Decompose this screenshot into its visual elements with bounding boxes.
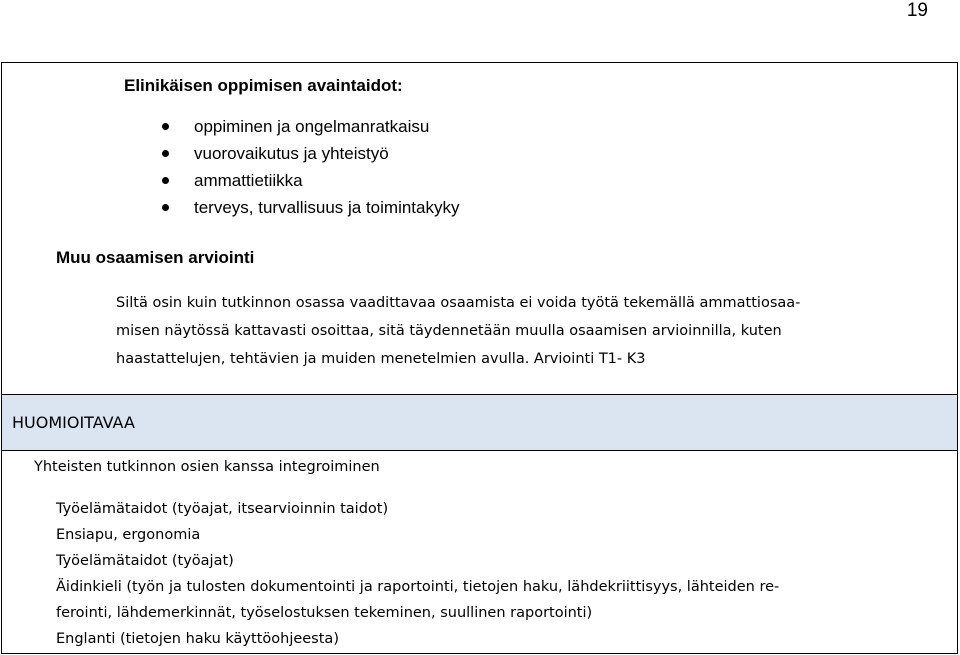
bullet-icon <box>162 177 169 184</box>
notes-header-row <box>2 394 957 451</box>
notes-list <box>56 496 779 652</box>
list-item: terveys, turvallisuus ja toimintakyky <box>162 194 459 221</box>
notes-title: HUOMIOITAVAA <box>12 413 135 432</box>
list-item: ammattietiikka <box>162 167 459 194</box>
other-assessment-title: Muu osaamisen arviointi <box>56 248 255 267</box>
list-item: Englanti (tietojen haku käyttöohjeesta) <box>56 631 339 647</box>
assessment-section <box>2 63 957 394</box>
list-item: Äidinkieli (työn ja tulosten dokumentointi ja raportointi, tietojen haku, lähdekriittisyys, lähteiden re- <box>56 579 780 595</box>
lifelong-skills-title: Elinikäisen oppimisen avaintaidot: <box>124 76 403 95</box>
list-item: oppiminen ja ongelmanratkaisu <box>162 113 459 140</box>
list-item: vuorovaikutus ja yhteistyö <box>162 140 459 167</box>
paragraph-line: Siltä osin kuin tutkinnon osassa vaadittavaa osaamista ei voida työtä tekemällä ammattiosaa- <box>116 295 801 311</box>
list-item: ferointi, lähdemerkinnät, työselostuksen tekeminen, suullinen raportointi) <box>56 605 593 621</box>
notes-section <box>2 451 957 654</box>
notes-subtitle: Yhteisten tutkinnon osien kanssa integroiminen <box>34 459 380 475</box>
bullet-icon <box>162 204 169 211</box>
bullet-icon <box>162 150 169 157</box>
list-item: Työelämätaidot (työajat, itsearvioinnin taidot) <box>56 501 389 517</box>
paragraph-line: misen näytössä kattavasti osoittaa, sitä täydennetään muulla osaamisen arvioinnilla, kuten <box>116 323 782 339</box>
other-assessment-paragraph <box>116 289 936 373</box>
paragraph-line: haastattelujen, tehtävien ja muiden menetelmien avulla. Arviointi T1- K3 <box>116 351 646 367</box>
page-number: 19 <box>906 0 928 21</box>
lifelong-skills-list <box>162 113 459 221</box>
content-table <box>1 62 958 654</box>
list-item: Työelämätaidot (työajat) <box>56 553 234 569</box>
list-item: Ensiapu, ergonomia <box>56 527 201 543</box>
bullet-icon <box>162 123 169 130</box>
